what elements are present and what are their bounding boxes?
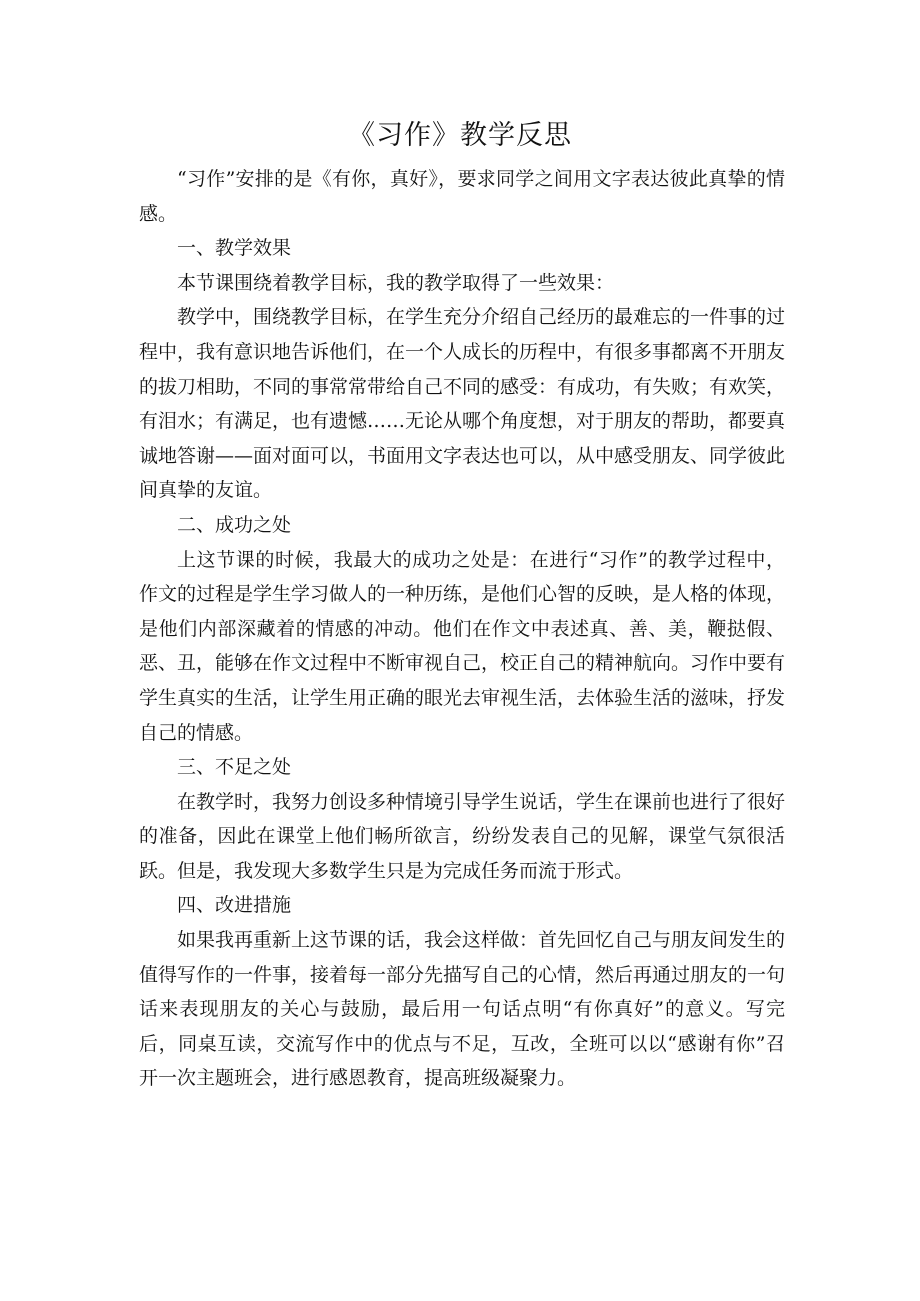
effect-summary-paragraph: 本节课围绕着教学目标，我的教学取得了一些效果： [177, 271, 615, 294]
intro-paragraph: “习作”安排的是《有你，真好》，要求同学之间用文字表达彼此真挚的情感。 [139, 168, 785, 225]
section-heading-successes: 二、成功之处 [177, 513, 292, 536]
shortcomings-paragraph: 在教学时，我努力创设多种情境引导学生说话，学生在课前也进行了很好的准备，因此在课堂上他们畅所欲言，纷纷发表自己的见解，课堂气氛很活跃。但是，我发现大多数学生只是为完成任务而流于形式。 [139, 790, 786, 882]
effect-detail-paragraph: 教学中，围绕教学目标，在学生充分介绍自己经历的最难忘的一件事的过程中，我有意识地告诉他们，在一个人成长的历程中，有很多事都离不开朋友的拔刀相助，不同的事常常带给自己不同的感受：有成功，有失败；有欢笑，有泪水；有满足，也有遗憾……无论从哪个角度想，对于朋友的帮助，都要真诚地答谢——面对面可以，书面用文字表达也可以，从中感受朋友、同学彼此间真挚的友谊。 [139, 306, 786, 502]
document-title: 《习作》教学反思 [348, 120, 572, 151]
section-heading-improvements: 四、改进措施 [177, 894, 292, 917]
section-heading-shortcomings: 三、不足之处 [177, 756, 292, 779]
improvements-paragraph: 如果我再重新上这节课的话，我会这样做：首先回忆自己与朋友间发生的值得写作的一件事，接着每一部分先描写自己的心情，然后再通过朋友的一句话来表现朋友的关心与鼓励，最后用一句话点明“有你真好”的意义。写完后，同桌互读，交流写作中的优点与不足，互改，全班可以以“感谢有你”召开一次主题班会，进行感恩教育，提高班级凝聚力。 [139, 929, 786, 1090]
section-heading-teaching-effect: 一、教学效果 [177, 237, 292, 260]
document-body [139, 162, 785, 1096]
successes-paragraph: 上这节课的时候，我最大的成功之处是：在进行“习作”的教学过程中，作文的过程是学生学习做人的一种历练，是他们心智的反映，是人格的体现，是他们内部深藏着的情感的冲动。他们在作文中表述真、善、美，鞭挞假、恶、丑，能够在作文过程中不断审视自己，校正自己的精神航向。习作中要有学生真实的生活，让学生用正确的眼光去审视生活，去体验生活的滋味，抒发自己的情感。 [139, 548, 786, 744]
